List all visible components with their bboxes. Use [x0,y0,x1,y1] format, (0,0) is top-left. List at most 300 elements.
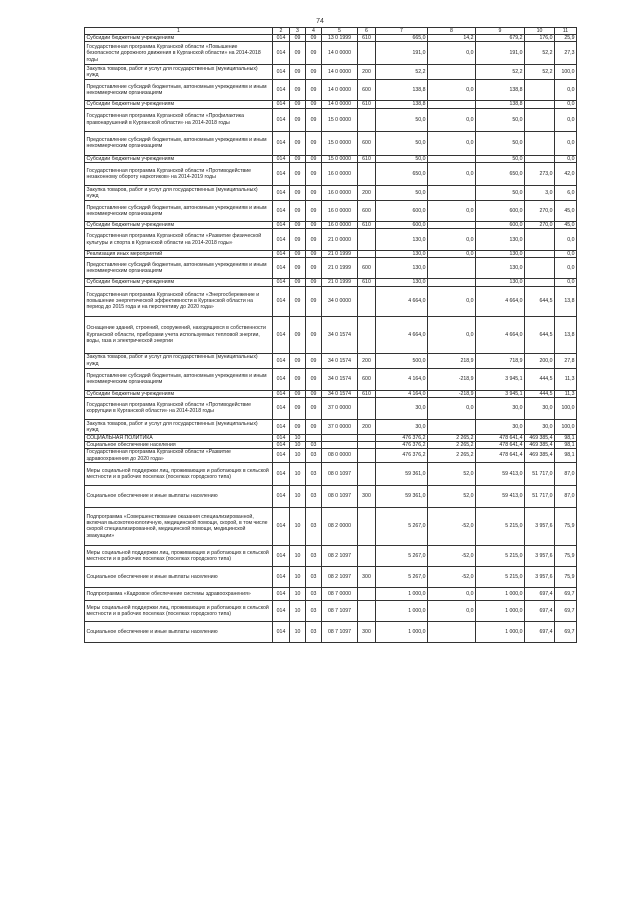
header-cell: 3 [290,28,306,35]
col8-value-cell: 14,2 [428,35,476,42]
ved-code-cell: 014 [273,485,290,507]
col11-value-cell: 13,8 [555,286,577,316]
subsection-code-cell [306,434,322,441]
col11-value-cell: 0,0 [555,258,577,279]
col9-value-cell: 30,0 [476,397,525,419]
target-article-cell: 08 7 1097 [322,600,358,621]
header-cell: 4 [306,28,322,35]
table-row [85,353,577,368]
table-row [85,485,577,507]
table-row [85,131,577,155]
target-article-cell: 34 0 0000 [322,286,358,316]
col7-value-cell: 30,0 [376,397,428,419]
col11-value-cell: 27,8 [555,353,577,368]
col10-value-cell: 3 957,6 [525,545,555,566]
expense-type-cell [358,251,376,258]
section-code-cell: 09 [290,368,306,390]
col10-value-cell: 469 385,4 [525,442,555,449]
col11-value-cell: 0,0 [555,155,577,162]
table-row [85,101,577,108]
col11-value-cell: 69,7 [555,621,577,642]
expense-type-cell [358,442,376,449]
expense-type-cell [358,545,376,566]
col7-value-cell: 600,0 [376,221,428,228]
table-row [85,390,577,397]
name-cell: Социальное обеспечение и иные выплаты населению [85,485,273,507]
col8-value-cell: 0,0 [428,42,476,65]
subsection-code-cell: 03 [306,449,322,462]
subsection-code-cell: 09 [306,419,322,434]
col7-value-cell: 50,0 [376,131,428,155]
target-article-cell: 21 0 1999 [322,258,358,279]
name-cell: Государственная программа Курганской области «Повышение безопасности дорожного движения в Курганской области» на 2014-2018 годы [85,42,273,65]
section-code-cell: 09 [290,229,306,251]
col9-value-cell: 5 215,0 [476,507,525,545]
header-cell: 2 [273,28,290,35]
expense-type-cell [358,462,376,485]
name-cell: Социальное обеспечение населения [85,442,273,449]
table-row [85,80,577,101]
col8-value-cell: 0,0 [428,162,476,185]
col9-value-cell: 3 945,1 [476,390,525,397]
col7-value-cell: 665,0 [376,35,428,42]
col11-value-cell: 25,9 [555,35,577,42]
col11-value-cell: 13,8 [555,316,577,353]
section-code-cell: 09 [290,65,306,80]
col7-value-cell: 650,0 [376,162,428,185]
col9-value-cell: 679,2 [476,35,525,42]
col11-value-cell: 11,3 [555,390,577,397]
name-cell: Предоставление субсидий бюджетным, автономным учреждениям и иным некоммерческим организациям [85,200,273,221]
ved-code-cell: 014 [273,368,290,390]
col10-value-cell [525,155,555,162]
col7-value-cell: 138,8 [376,101,428,108]
subsection-code-cell: 09 [306,42,322,65]
col11-value-cell: 87,0 [555,485,577,507]
col9-value-cell: 52,2 [476,65,525,80]
col11-value-cell: 75,9 [555,566,577,587]
col9-value-cell: 59 413,0 [476,485,525,507]
table-row [85,600,577,621]
col11-value-cell: 45,0 [555,221,577,228]
subsection-code-cell: 09 [306,316,322,353]
col11-value-cell: 98,1 [555,449,577,462]
target-article-cell: 15 0 0000 [322,131,358,155]
table-row [85,155,577,162]
target-article-cell: 08 2 1097 [322,545,358,566]
subsection-code-cell: 09 [306,353,322,368]
subsection-code-cell: 09 [306,35,322,42]
ved-code-cell: 014 [273,621,290,642]
section-code-cell: 09 [290,42,306,65]
col8-value-cell: -52,0 [428,545,476,566]
col9-value-cell: 3 945,1 [476,368,525,390]
table-row [85,108,577,131]
name-cell: Государственная программа Курганской области «Противодействие коррупции в Курганской области» на 2014-2018 годы [85,397,273,419]
col9-value-cell: 1 000,0 [476,621,525,642]
name-cell: Государственная программа Курганской области «Развитие здравоохранения до 2020 года» [85,449,273,462]
expense-type-cell [358,229,376,251]
col7-value-cell: 50,0 [376,108,428,131]
col10-value-cell: 444,5 [525,390,555,397]
col10-value-cell: 444,5 [525,368,555,390]
target-article-cell: 08 7 0000 [322,587,358,600]
col10-value-cell [525,229,555,251]
section-code-cell: 10 [290,442,306,449]
col7-value-cell: 130,0 [376,258,428,279]
ved-code-cell: 014 [273,80,290,101]
col11-value-cell: 0,0 [555,229,577,251]
subsection-code-cell: 03 [306,485,322,507]
expense-type-cell: 610 [358,279,376,286]
table-row [85,229,577,251]
subsection-code-cell: 09 [306,65,322,80]
subsection-code-cell: 09 [306,390,322,397]
header-cell: 1 [85,28,273,35]
col11-value-cell: 0,0 [555,108,577,131]
ved-code-cell: 014 [273,353,290,368]
target-article-cell: 14 0 0000 [322,101,358,108]
section-code-cell: 10 [290,621,306,642]
col8-value-cell [428,101,476,108]
table-header-row [85,28,577,35]
subsection-code-cell: 03 [306,600,322,621]
expense-type-cell [358,600,376,621]
name-cell: Государственная программа Курганской области «Энергосбережение и повышение энергетической эффективности в Курганской области на период до 2015 года и на перспективу до 2020 года» [85,286,273,316]
subsection-code-cell: 09 [306,286,322,316]
section-code-cell: 09 [290,108,306,131]
table-row [85,162,577,185]
col7-value-cell: 130,0 [376,279,428,286]
section-code-cell: 09 [290,35,306,42]
section-code-cell: 09 [290,419,306,434]
section-code-cell: 09 [290,390,306,397]
target-article-cell: 34 0 1574 [322,316,358,353]
target-article-cell: 16 0 0000 [322,221,358,228]
section-code-cell: 10 [290,566,306,587]
header-cell: 10 [525,28,555,35]
col10-value-cell: 52,2 [525,42,555,65]
name-cell: Субсидии бюджетным учреждениям [85,221,273,228]
col10-value-cell: 469 385,4 [525,449,555,462]
col8-value-cell: -218,9 [428,390,476,397]
target-article-cell: 16 0 0000 [322,185,358,200]
col10-value-cell: 200,0 [525,353,555,368]
col9-value-cell: 130,0 [476,279,525,286]
name-cell: Оснащение зданий, строений, сооружений, находящихся в собственности Курганской области, приборами учета используемых тепловой энергии, воды, газа и электрической энергии [85,316,273,353]
col9-value-cell: 50,0 [476,108,525,131]
col8-value-cell [428,279,476,286]
col11-value-cell: 0,0 [555,251,577,258]
table-row [85,587,577,600]
col11-value-cell: 75,9 [555,507,577,545]
expense-type-cell: 600 [358,258,376,279]
col10-value-cell: 697,4 [525,587,555,600]
target-article-cell: 08 0 1097 [322,462,358,485]
ved-code-cell: 014 [273,155,290,162]
expense-type-cell: 610 [358,221,376,228]
col10-value-cell: 51 717,0 [525,462,555,485]
header-cell: 5 [322,28,358,35]
expense-type-cell: 610 [358,101,376,108]
budget-table [84,27,577,643]
expense-type-cell: 200 [358,65,376,80]
subsection-code-cell: 03 [306,587,322,600]
ved-code-cell: 014 [273,258,290,279]
header-cell: 11 [555,28,577,35]
table-row [85,279,577,286]
col11-value-cell: 0,0 [555,80,577,101]
target-article-cell: 08 0 1097 [322,485,358,507]
col9-value-cell: 1 000,0 [476,600,525,621]
col10-value-cell: 176,0 [525,35,555,42]
expense-type-cell: 300 [358,621,376,642]
col10-value-cell: 469 385,4 [525,434,555,441]
col7-value-cell: 5 267,0 [376,545,428,566]
col7-value-cell: 476 376,2 [376,442,428,449]
header-cell: 8 [428,28,476,35]
col10-value-cell: 644,5 [525,286,555,316]
ved-code-cell: 014 [273,442,290,449]
section-code-cell: 09 [290,286,306,316]
col8-value-cell: 0,0 [428,229,476,251]
name-cell: Предоставление субсидий бюджетным, автономным учреждениям и иным некоммерческим организациям [85,258,273,279]
col10-value-cell: 644,5 [525,316,555,353]
target-article-cell: 37 0 0000 [322,397,358,419]
expense-type-cell: 610 [358,35,376,42]
col7-value-cell: 5 267,0 [376,507,428,545]
target-article-cell: 15 0 0000 [322,108,358,131]
target-article-cell: 16 0 0000 [322,162,358,185]
col8-value-cell: 0,0 [428,587,476,600]
subsection-code-cell: 09 [306,185,322,200]
expense-type-cell: 610 [358,390,376,397]
col7-value-cell: 4 664,0 [376,316,428,353]
ved-code-cell: 014 [273,200,290,221]
col9-value-cell: 138,8 [476,80,525,101]
col8-value-cell: 0,0 [428,200,476,221]
col7-value-cell: 138,8 [376,80,428,101]
name-cell: Предоставление субсидий бюджетным, автономным учреждениям и иным некоммерческим организациям [85,80,273,101]
name-cell: Субсидии бюджетным учреждениям [85,390,273,397]
col10-value-cell: 270,0 [525,200,555,221]
section-code-cell: 09 [290,185,306,200]
expense-type-cell: 300 [358,485,376,507]
col9-value-cell: 478 641,4 [476,442,525,449]
col11-value-cell: 98,1 [555,442,577,449]
col8-value-cell [428,258,476,279]
table-row [85,251,577,258]
target-article-cell: 08 0 0000 [322,449,358,462]
col8-value-cell [428,65,476,80]
target-article-cell: 21 0 1999 [322,251,358,258]
section-code-cell: 09 [290,251,306,258]
col9-value-cell: 478 641,4 [476,449,525,462]
ved-code-cell: 014 [273,131,290,155]
expense-type-cell: 200 [358,353,376,368]
col10-value-cell: 52,2 [525,65,555,80]
subsection-code-cell: 03 [306,545,322,566]
table-row [85,507,577,545]
ved-code-cell: 014 [273,35,290,42]
subsection-code-cell: 09 [306,368,322,390]
col8-value-cell: -52,0 [428,566,476,587]
col9-value-cell: 130,0 [476,251,525,258]
col8-value-cell: -52,0 [428,507,476,545]
col11-value-cell: 27,3 [555,42,577,65]
col7-value-cell: 50,0 [376,155,428,162]
subsection-code-cell: 09 [306,258,322,279]
col10-value-cell: 51 717,0 [525,485,555,507]
col10-value-cell: 3,0 [525,185,555,200]
col10-value-cell: 30,0 [525,397,555,419]
expense-type-cell: 600 [358,80,376,101]
name-cell: Предоставление субсидий бюджетным, автономным учреждениям и иным некоммерческим организациям [85,368,273,390]
table-row [85,442,577,449]
col9-value-cell: 650,0 [476,162,525,185]
table-row [85,200,577,221]
col7-value-cell: 1 000,0 [376,621,428,642]
ved-code-cell: 014 [273,566,290,587]
col10-value-cell: 697,4 [525,621,555,642]
expense-type-cell: 600 [358,368,376,390]
col10-value-cell [525,279,555,286]
table-row [85,434,577,441]
header-cell: 9 [476,28,525,35]
col10-value-cell: 270,0 [525,221,555,228]
table-row [85,185,577,200]
col11-value-cell: 6,0 [555,185,577,200]
col11-value-cell: 11,3 [555,368,577,390]
col9-value-cell: 59 413,0 [476,462,525,485]
table-row [85,368,577,390]
col11-value-cell: 100,0 [555,419,577,434]
col11-value-cell: 69,7 [555,587,577,600]
ved-code-cell: 014 [273,221,290,228]
target-article-cell: 08 7 1097 [322,621,358,642]
section-code-cell: 09 [290,101,306,108]
col8-value-cell [428,155,476,162]
col8-value-cell: 0,0 [428,600,476,621]
name-cell: Закупка товаров, работ и услуг для государственных (муниципальных) нужд [85,419,273,434]
col11-value-cell: 69,7 [555,600,577,621]
expense-type-cell: 610 [358,155,376,162]
name-cell: СОЦИАЛЬНАЯ ПОЛИТИКА [85,434,273,441]
col8-value-cell: 0,0 [428,286,476,316]
table-row [85,449,577,462]
col10-value-cell: 697,4 [525,600,555,621]
col8-value-cell: 0,0 [428,131,476,155]
col10-value-cell [525,108,555,131]
ved-code-cell: 014 [273,108,290,131]
col10-value-cell: 3 957,6 [525,566,555,587]
subsection-code-cell: 03 [306,621,322,642]
table-row [85,419,577,434]
name-cell: Подпрограмма «Совершенствование оказания специализированной, включая высокотехнологичную, медицинской помощи, скорой, в том числе скорой специализированной, медицинской помощи, медицинской эвакуации» [85,507,273,545]
ved-code-cell: 014 [273,185,290,200]
col7-value-cell: 130,0 [376,229,428,251]
col9-value-cell: 478 641,4 [476,434,525,441]
table-row [85,316,577,353]
col9-value-cell: 50,0 [476,131,525,155]
col7-value-cell: 1 000,0 [376,600,428,621]
col9-value-cell: 130,0 [476,229,525,251]
expense-type-cell: 600 [358,200,376,221]
col8-value-cell: 218,9 [428,353,476,368]
ved-code-cell: 014 [273,390,290,397]
col8-value-cell: -218,9 [428,368,476,390]
col9-value-cell: 130,0 [476,258,525,279]
ved-code-cell: 014 [273,397,290,419]
col7-value-cell: 191,0 [376,42,428,65]
col8-value-cell: 0,0 [428,108,476,131]
col8-value-cell [428,419,476,434]
section-code-cell: 09 [290,155,306,162]
col8-value-cell: 52,0 [428,462,476,485]
col9-value-cell: 50,0 [476,185,525,200]
subsection-code-cell: 09 [306,251,322,258]
table-row [85,286,577,316]
expense-type-cell [358,286,376,316]
col8-value-cell: 0,0 [428,397,476,419]
col10-value-cell [525,258,555,279]
subsection-code-cell: 09 [306,221,322,228]
name-cell: Социальное обеспечение и иные выплаты населению [85,621,273,642]
name-cell: Меры социальной поддержки лиц, проживающих и работающих в сельской местности и в рабочих поселках (поселках городского типа) [85,545,273,566]
name-cell: Государственная программа Курганской области «Профилактика правонарушений в Курганской области» на 2014-2018 годы [85,108,273,131]
section-code-cell: 09 [290,131,306,155]
ved-code-cell: 014 [273,600,290,621]
col11-value-cell: 0,0 [555,131,577,155]
ved-code-cell: 014 [273,316,290,353]
section-code-cell: 10 [290,587,306,600]
name-cell: Государственная программа Курганской области «Противодействие незаконному обороту наркотиков» на 2014-2019 годы [85,162,273,185]
col11-value-cell: 0,0 [555,279,577,286]
table-row [85,545,577,566]
header-cell: 7 [376,28,428,35]
subsection-code-cell: 09 [306,108,322,131]
subsection-code-cell: 09 [306,279,322,286]
col10-value-cell [525,251,555,258]
table-row [85,258,577,279]
col10-value-cell [525,101,555,108]
col7-value-cell: 500,0 [376,353,428,368]
expense-type-cell [358,507,376,545]
target-article-cell: 14 0 0000 [322,42,358,65]
subsection-code-cell: 09 [306,131,322,155]
col10-value-cell: 273,0 [525,162,555,185]
table-row [85,35,577,42]
col10-value-cell [525,131,555,155]
target-article-cell [322,434,358,441]
ved-code-cell: 014 [273,42,290,65]
subsection-code-cell: 03 [306,462,322,485]
subsection-code-cell: 09 [306,155,322,162]
col8-value-cell: 52,0 [428,485,476,507]
section-code-cell: 09 [290,316,306,353]
target-article-cell [322,442,358,449]
name-cell: Закупка товаров, работ и услуг для государственных (муниципальных) нужд [85,65,273,80]
ved-code-cell: 014 [273,229,290,251]
col11-value-cell: 100,0 [555,397,577,419]
col9-value-cell: 4 664,0 [476,286,525,316]
col9-value-cell: 30,0 [476,419,525,434]
subsection-code-cell: 09 [306,80,322,101]
name-cell: Субсидии бюджетным учреждениям [85,155,273,162]
subsection-code-cell: 09 [306,229,322,251]
expense-type-cell [358,397,376,419]
name-cell: Социальное обеспечение и иные выплаты населению [85,566,273,587]
